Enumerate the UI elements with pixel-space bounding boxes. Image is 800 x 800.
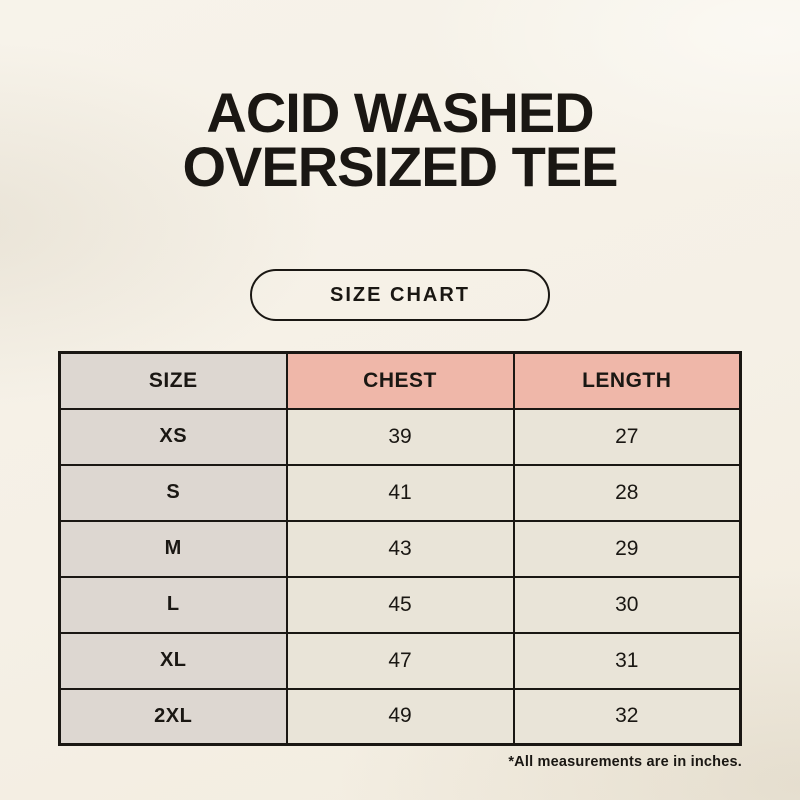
row-chest-value: 43 <box>287 521 514 577</box>
row-chest-value: 47 <box>287 633 514 689</box>
size-chart-table-wrap <box>58 351 742 746</box>
col-header-chest: CHEST <box>287 353 514 409</box>
table-row <box>60 633 741 689</box>
row-chest-value: 49 <box>287 689 514 745</box>
row-chest-value: 45 <box>287 577 514 633</box>
col-header-length: LENGTH <box>514 353 741 409</box>
table-row <box>60 521 741 577</box>
row-length-value: 31 <box>514 633 741 689</box>
product-title <box>182 81 618 198</box>
product-title-line1: ACID WASHED <box>206 81 594 144</box>
table-row <box>60 465 741 521</box>
size-chart-badge: SIZE CHART <box>250 269 550 321</box>
row-size-label: XL <box>60 633 287 689</box>
row-chest-value: 41 <box>287 465 514 521</box>
row-length-value: 30 <box>514 577 741 633</box>
row-size-label: L <box>60 577 287 633</box>
row-chest-value: 39 <box>287 409 514 465</box>
table-row <box>60 577 741 633</box>
row-size-label: M <box>60 521 287 577</box>
size-chart-table <box>58 351 742 746</box>
col-header-size: SIZE <box>60 353 287 409</box>
table-row <box>60 689 741 745</box>
row-length-value: 32 <box>514 689 741 745</box>
row-length-value: 29 <box>514 521 741 577</box>
product-title-line2: OVERSIZED TEE <box>182 134 618 198</box>
row-length-value: 28 <box>514 465 741 521</box>
row-size-label: XS <box>60 409 287 465</box>
row-size-label: 2XL <box>60 689 287 745</box>
table-header <box>60 353 741 409</box>
table-body <box>60 409 741 745</box>
header-row <box>60 353 741 409</box>
table-row <box>60 409 741 465</box>
row-length-value: 27 <box>514 409 741 465</box>
row-size-label: S <box>60 465 287 521</box>
measurement-footnote: *All measurements are in inches. <box>508 754 742 771</box>
